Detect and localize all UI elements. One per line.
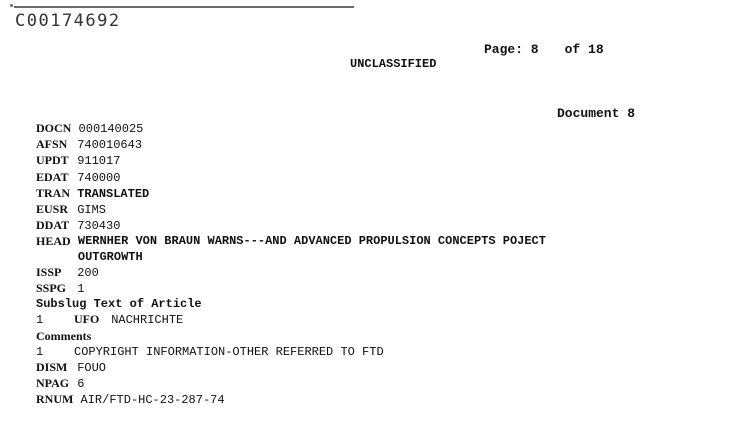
field-value-group xyxy=(78,234,546,264)
classification-marking: UNCLASSIFIED xyxy=(350,57,437,71)
field-value: 6 xyxy=(77,377,85,392)
field-value: 200 xyxy=(77,265,99,280)
field-tran xyxy=(36,186,546,202)
field-value: GIMS xyxy=(77,203,107,218)
headline-line-2: OUTGROWTH xyxy=(77,249,143,264)
field-key: ISSP xyxy=(36,264,62,279)
headline-line-1: WERNHER VON BRAUN WARNS---AND ADVANCED PROPULSION CONCEPTS POJECT xyxy=(77,234,546,249)
field-value: FOUO xyxy=(77,361,107,376)
comments-heading xyxy=(36,329,546,345)
field-sspg xyxy=(36,281,546,297)
field-key: AFSN xyxy=(36,137,68,152)
field-docn xyxy=(36,121,546,137)
subslug-value: NACHRICHTE xyxy=(111,313,184,328)
page-total: of 18 xyxy=(564,42,604,57)
comments-entry xyxy=(36,345,546,360)
field-ddat xyxy=(36,218,546,234)
field-updt xyxy=(36,153,546,169)
field-npag xyxy=(36,376,546,392)
field-key: RNUM xyxy=(36,392,74,407)
field-key: SSPG xyxy=(36,281,67,296)
field-value: 000140025 xyxy=(78,122,144,136)
subslug-number: 1 xyxy=(36,313,44,328)
field-key: EDAT xyxy=(36,169,69,184)
document-number: Document 8 xyxy=(557,106,636,121)
subslug-label: Subslug Text of Article xyxy=(36,297,202,312)
comments-value: COPYRIGHT INFORMATION-OTHER REFERRED TO FTD xyxy=(74,344,384,359)
page-number: Page: 8 xyxy=(484,42,539,57)
field-value: 740010643 xyxy=(77,138,143,153)
field-value: 730430 xyxy=(77,219,121,234)
field-value: 911017 xyxy=(77,154,121,169)
field-key: HEAD xyxy=(36,234,71,249)
record-fields xyxy=(36,121,546,409)
field-eusr xyxy=(36,202,546,218)
field-value: 740000 xyxy=(77,170,121,185)
subslug-heading xyxy=(36,297,546,312)
field-dism xyxy=(36,360,546,376)
scan-artifact-line xyxy=(14,6,354,8)
field-key: EUSR xyxy=(36,202,69,217)
field-key: DOCN xyxy=(36,121,72,135)
field-afsn xyxy=(36,137,546,153)
field-value: AIR/FTD-HC-23-287-74 xyxy=(80,393,225,408)
field-key: DISM xyxy=(36,360,68,375)
field-key: NPAG xyxy=(36,376,70,391)
field-edat xyxy=(36,170,546,186)
field-head xyxy=(36,234,546,264)
subslug-entry xyxy=(36,312,546,328)
comments-label: Comments xyxy=(36,328,92,343)
field-key: DDAT xyxy=(36,218,70,233)
field-issp xyxy=(36,265,546,281)
field-value: TRANSLATED xyxy=(77,186,150,201)
scan-artifact-dot xyxy=(10,4,13,7)
comments-number: 1 xyxy=(36,344,44,359)
subslug-key: UFO xyxy=(74,312,100,327)
field-key: TRAN xyxy=(36,185,71,200)
field-value: 1 xyxy=(77,282,85,297)
field-rnum xyxy=(36,392,546,408)
document-id: C00174692 xyxy=(15,11,121,31)
page-info xyxy=(484,42,604,57)
field-key: UPDT xyxy=(36,153,69,168)
